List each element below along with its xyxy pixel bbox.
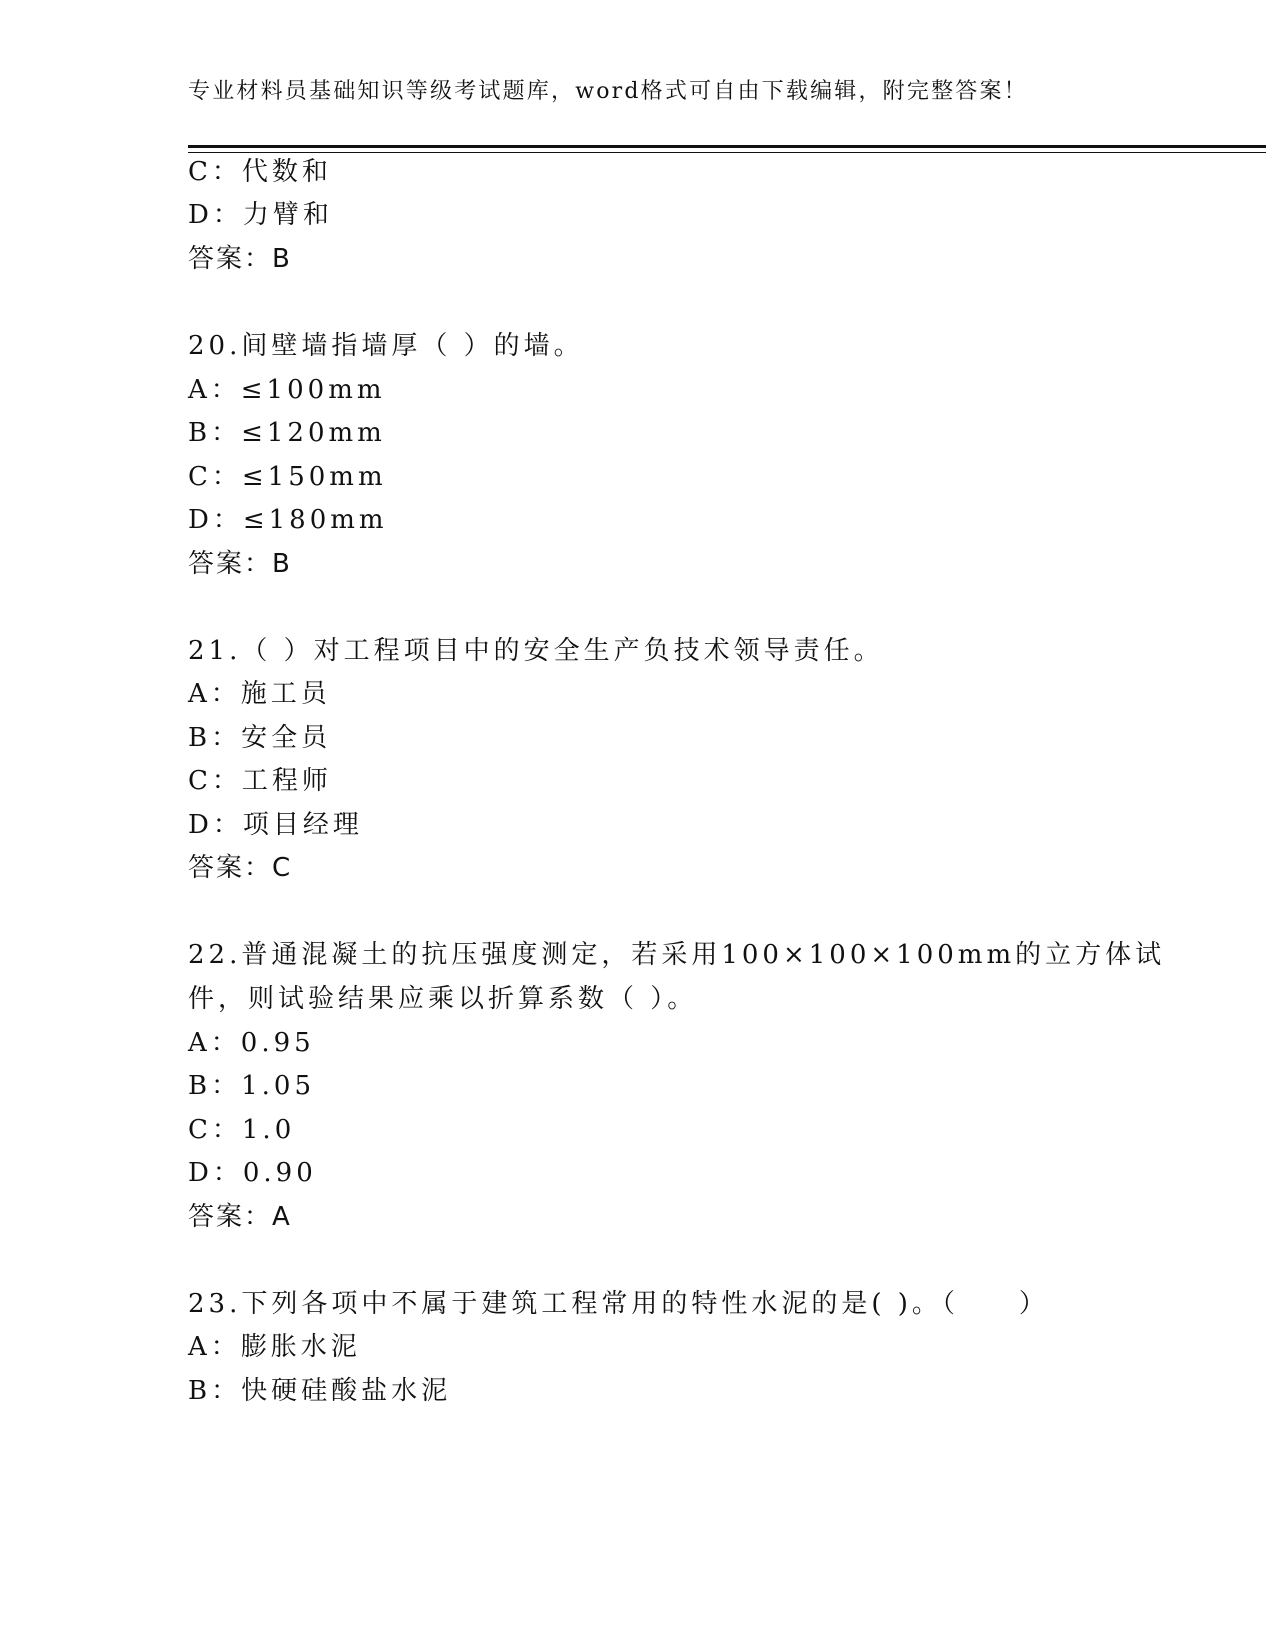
page-header: 专业材料员基础知识等级考试题库，word格式可自由下载编辑，附完整答案！ (188, 79, 1028, 104)
question-20-option-d: D：≤180mm (188, 505, 388, 535)
question-22-option-d: D：0.90 (188, 1158, 317, 1188)
question-22-option-c: C：1.0 (188, 1115, 296, 1145)
question-21-answer: 答案：C (188, 853, 293, 883)
question-22-stem-line-1: 22.普通混凝土的抗压强度测定，若采用100×100×100mm的立方体试 (188, 940, 1166, 970)
question-21-option-c: C：工程师 (188, 766, 332, 796)
question-23-option-a: A：膨胀水泥 (188, 1332, 361, 1362)
option-d: D：力臂和 (188, 200, 333, 230)
header-divider (188, 145, 1266, 153)
question-21-stem: 21.（ ）对工程项目中的安全生产负技术领导责任。 (188, 636, 884, 666)
question-23-stem: 23.下列各项中不属于建筑工程常用的特性水泥的是( )。（ ） (188, 1289, 1049, 1319)
question-20-option-c: C：≤150mm (188, 462, 387, 492)
question-20-answer: 答案：B (188, 549, 292, 579)
question-20-stem: 20.间壁墙指墙厚（ ）的墙。 (188, 331, 584, 361)
answer-line: 答案：B (188, 244, 292, 274)
question-20-option-b: B：≤120mm (188, 418, 386, 448)
question-22-answer: 答案：A (188, 1202, 292, 1232)
question-22-option-a: A：0.95 (188, 1028, 315, 1058)
question-20-option-a: A：≤100mm (188, 375, 386, 405)
question-21-option-b: B：安全员 (188, 723, 332, 753)
question-22-stem-line-2: 件，则试验结果应乘以折算系数（ ）。 (188, 984, 698, 1014)
question-22-option-b: B：1.05 (188, 1071, 315, 1101)
question-23-option-b: B：快硬硅酸盐水泥 (188, 1376, 452, 1406)
question-21-option-a: A：施工员 (188, 679, 331, 709)
option-c: C：代数和 (188, 157, 332, 187)
question-21-option-d: D：项目经理 (188, 810, 363, 840)
